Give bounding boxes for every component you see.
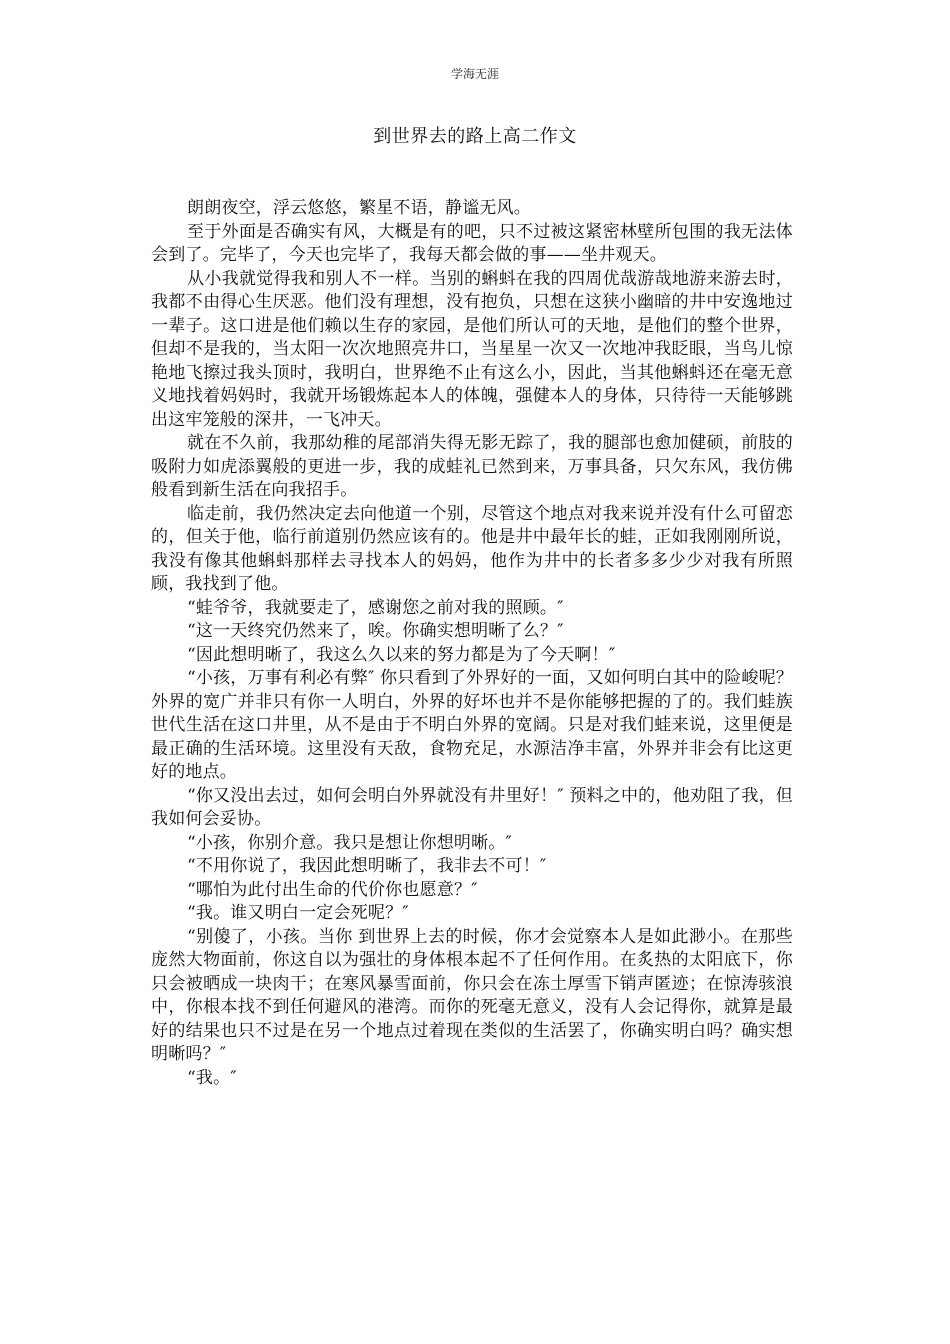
- document-title: 到世界去的路上高二作文: [373, 126, 577, 147]
- dialogue-line: “不用你说了，我因此想明晰了，我非去不可！″: [187, 856, 547, 876]
- dialogue-line: “我。″: [187, 1067, 237, 1088]
- paragraph: 朗朗夜空，浮云悠悠，繁星不语，静谧无风。: [187, 198, 531, 218]
- dialogue-line: “这一天终究仍然来了，唉。你确实想明晰了么？″: [187, 621, 564, 641]
- dialogue-line: “我。谁又明白一定会死呢？″: [187, 903, 409, 923]
- paragraph: “别傻了，小孩。当你 到世界上去的时候，你才会觉察本人是如此渺小。在那些庞然大物面前，你这自以为强壮的身体根本起不了任何作用。在炙热的太阳底下，你只会被晒成一块肉干；在寒风暴雪面前，你只会在冻土厚雪下销声匿迹；在惊涛骇浪中，你根本找不到任何避风的港湾。而你的死毫无意义，没有人会记得你，就算是最好的结果也只不过是在另一个地点过着现在类似的生活罢了，你确实明白吗？确实想明晰吗？″: [151, 926, 793, 1064]
- paragraph: 就在不久前，我那幼稚的尾部消失得无影无踪了，我的腿部也愈加健硕，前肢的吸附力如虎添翼般的更进一步，我的成蛙礼已然到来，万事具备，只欠东风，我仿佛般看到新生活在向我招手。: [151, 433, 793, 500]
- paragraph: “小孩，万事有利必有弊″ 你只看到了外界好的一面，又如何明白其中的险峻呢？外界的宽广并非只有你一人明白，外界的好坏也并不是你能够把握的了的。我们蛙族世代生活在这口井里，从不是由于不明白外界的宽阔。只是对我们蛙来说，这里便是最正确的生活环境。这里没有天敌，食物充足，水源洁净丰富，外界并非会有比这更好的地点。: [151, 668, 793, 782]
- dialogue-line: “蛙爷爷，我就要走了，感谢您之前对我的照顾。″: [187, 597, 564, 618]
- dialogue-line: “因此想明晰了，我这么久以来的努力都是为了今天啊！″: [187, 644, 616, 665]
- paragraph: 至于外面是否确实有风，大概是有的吧，只不过被这紧密林壁所包围的我无法体会到了。完毕了，今天也完毕了，我每天都会做的事——坐井观天。: [151, 221, 793, 265]
- dialogue-line: “小孩，你别介意。我只是想让你想明晰。″: [187, 832, 513, 853]
- running-header: 学海无涯: [450, 67, 499, 81]
- paragraph: 临走前，我仍然决定去向他道一个别，尽管这个地点对我来说并没有什么可留恋的，但关于他，临行前道别仍然应该有的。他是井中最年长的蛙，正如我刚刚所说，我没有像其他蝌蚪那样去寻找本人的妈妈，他作为井中的长者多多少少对我有所照顾，我找到了他。: [151, 503, 793, 594]
- dialogue-line: “哪怕为此付出生命的代价你也愿意？″: [187, 879, 478, 900]
- paragraph: “你又没出去过，如何会明白外界就没有井里好！″ 预料之中的，他劝阻了我，但我如何会妥协。: [151, 785, 793, 829]
- document-body: [151, 197, 793, 1090]
- paragraph: 从小我就觉得我和别人不一样。当别的蝌蚪在我的四周优哉游哉地游来游去时，我都不由得心生厌恶。他们没有理想，没有抱负，只想在这狭小幽暗的井中安逸地过一辈子。这口进是他们赖以生存的家园，是他们所认可的天地，是他们的整个世界，但却不是我的，当太阳一次次地照亮井口，当星星一次又一次地冲我眨眼，当鸟儿惊艳地飞擦过我头顶时，我明白，世界绝不止有这么小，因此，当其他蝌蚪还在毫无意义地找着妈妈时，我就开场锻炼起本人的体魄，强健本人的身体，只待待一天能够跳出这牢笼般的深井，一飞冲天。: [151, 268, 793, 430]
